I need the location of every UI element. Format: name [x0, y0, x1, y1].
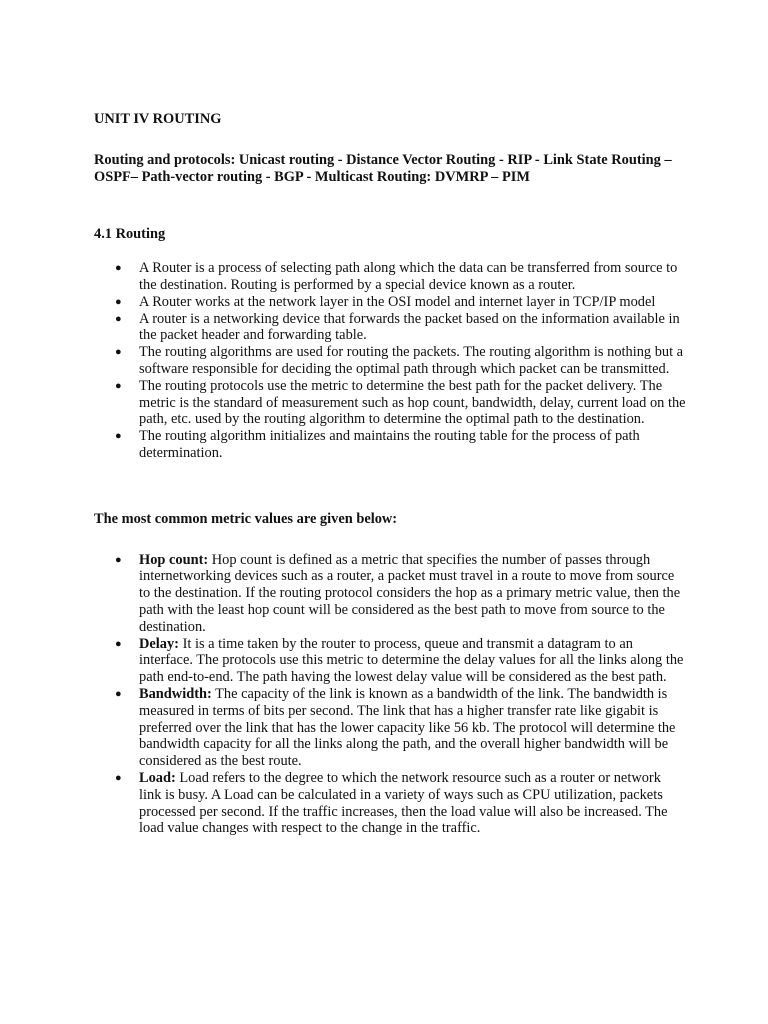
metrics-heading: The most common metric values are given below: — [94, 510, 398, 527]
list-item — [94, 686, 686, 770]
list-item — [94, 428, 686, 462]
bullet-icon: ● — [115, 430, 122, 443]
list-item — [94, 552, 686, 636]
list-item — [94, 311, 686, 345]
metric-term-delay: Delay: — [139, 635, 179, 652]
routing-bullet-list — [94, 260, 686, 462]
list-item-text: The routing algorithms are used for routing the packets. The routing algorithm is nothing but a software responsible for deciding the optimal path through which packet can be transmitted. — [139, 344, 684, 377]
list-item — [94, 770, 686, 837]
metric-description: Hop count is defined as a metric that specifies the number of passes through internetworking devices such as a router, a packet must travel in a route to move from source to the destination. If the routing protocol considers the hop as a primary metric value, then the path with the least hop count will be considered as the best path to move from source to the destination. — [139, 551, 681, 635]
metric-term-load: Load: — [139, 769, 176, 786]
list-item-text: A Router is a process of selecting path along which the data can be transferred from source to the destination. Routing is performed by a special device known as a router. — [139, 260, 678, 293]
metric-term-bandwidth: Bandwidth: — [139, 685, 212, 702]
bullet-icon: ● — [115, 262, 122, 275]
metric-term-hop-count: Hop count: — [139, 551, 209, 568]
bullet-icon: ● — [115, 771, 122, 784]
list-item — [94, 294, 686, 311]
document-page — [94, 111, 686, 837]
list-item — [94, 378, 686, 428]
list-item — [94, 636, 686, 686]
list-item-text: The routing algorithm initializes and maintains the routing table for the process of path determination. — [139, 428, 640, 461]
metric-description: Load refers to the degree to which the network resource such as a router or network link is busy. A Load can be calculated in a variety of ways such as CPU utilization, packets processed per second. If the traffic increases, then the load value will also be increased. The load value changes with respect to the change in the traffic. — [139, 769, 668, 837]
list-item-text: A Router works at the network layer in the OSI model and internet layer in TCP/IP model — [139, 293, 656, 310]
list-item-text: A router is a networking device that forwards the packet based on the information available in the packet header and forwarding table. — [139, 310, 680, 344]
metric-description: The capacity of the link is known as a bandwidth of the link. The bandwidth is measured in terms of bits per second. The link that has a higher transfer rate like gigabit is preferred over the link that has the lower capacity like 56 kb. The protocol will determine the bandwidth capacity for all the links along the path, and the overall higher bandwidth will be considered as the best route. — [139, 685, 676, 770]
list-item — [94, 344, 686, 378]
bullet-icon: ● — [115, 312, 122, 325]
bullet-icon: ● — [115, 379, 122, 392]
list-item — [94, 260, 686, 294]
bullet-icon: ● — [115, 295, 122, 308]
list-item-text: The routing protocols use the metric to determine the best path for the packet delivery. The metric is the standard of measurement such as hop count, bandwidth, delay, current load on the path, etc. used by the routing algorithm to determine the optimal path to the destination. — [139, 377, 686, 428]
unit-title: UNIT IV ROUTING — [94, 111, 222, 127]
bullet-icon: ● — [115, 687, 122, 700]
section-heading-routing: 4.1 Routing — [94, 226, 166, 243]
bullet-icon: ● — [115, 553, 122, 566]
unit-subtitle: Routing and protocols: Unicast routing - Distance Vector Routing - RIP - Link State Routing – OSPF– Path-vector routing - BGP - Multicast Routing: DVMRP – PIM — [94, 151, 672, 185]
bullet-icon: ● — [115, 346, 122, 359]
metrics-bullet-list — [94, 552, 686, 838]
metric-description: It is a time taken by the router to process, queue and transmit a datagram to an interface. The protocols use this metric to determine the delay values for all the links along the path end-to-end. The path having the lowest delay value will be considered as the best path. — [139, 635, 684, 686]
bullet-icon: ● — [115, 637, 122, 650]
